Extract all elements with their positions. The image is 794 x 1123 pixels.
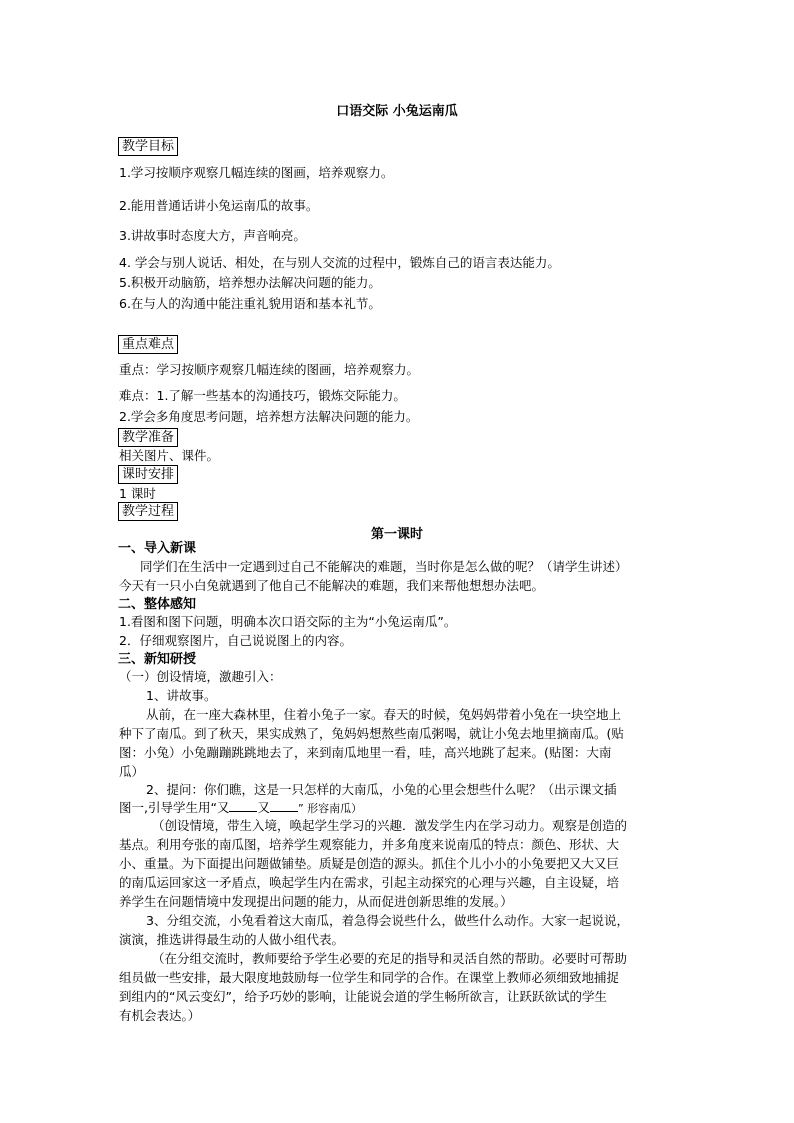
page-title: 口语交际 小兔运南瓜 <box>336 104 458 119</box>
section-label-process: 教学过程 <box>118 502 178 521</box>
paragraph-line: 2．仔细观察图片，自己说说图上的内容。 <box>119 633 352 648</box>
goal-item: 6.在与人的沟通中能注重礼貌用语和基本礼节。 <box>119 296 381 311</box>
design-note-line: 的南瓜运回家这一矛盾点，唤起学生内在需求，引起主动探究的心理与兴趣，自主设疑，培 <box>119 875 620 890</box>
goal-item: 5.积极开动脑筋，培养想办法解决问题的能力。 <box>119 275 381 290</box>
section-label-schedule: 课时安排 <box>118 465 178 484</box>
section-label-key-points: 重点难点 <box>118 335 178 354</box>
text-fragment: ” 形容南瓜） <box>297 802 363 815</box>
paragraph-line <box>119 800 362 817</box>
fill-blank <box>270 801 298 812</box>
design-note-line: （创设情境，带生入境，唤起学生学习的兴趣．激发学生内在学习动力。观察是创造的 <box>152 818 628 833</box>
fill-blank <box>229 801 257 812</box>
paragraph-line: 今天有一只小白兔就遇到了他自己不能解决的难题，我们来帮他想想办法吧。 <box>119 578 545 593</box>
paragraph-line: 1.看图和图下问题，明确本次口语交际的主为“小兔运南瓜”。 <box>119 614 457 629</box>
section-label-preparation: 教学准备 <box>118 428 178 447</box>
paragraph-line: 同学们在生活中一定遇到过自己不能解决的难题，当时你是怎么做的呢？（请学生讲述） <box>140 559 628 574</box>
story-line: 图：小兔）小兔蹦蹦跳跳地去了，来到南瓜地里一看，哇，高兴地跳了起来。(贴图：大南 <box>119 745 612 760</box>
group-note-line: （在分组交流时，教师要给予学生必要的充足的指导和灵活自然的帮助。必要时可帮助 <box>152 951 628 966</box>
design-note-line: 基点。利用夸张的南瓜图，培养学生观察能力，并多角度来说南瓜的特点：颜色、形状、大 <box>119 837 620 852</box>
text-fragment: 图一,引导学生用“又 <box>119 800 230 815</box>
paragraph-line: （一）创设情境，激趣引入： <box>119 669 282 684</box>
goal-item: 2.能用普通话讲小兔运南瓜的故事。 <box>119 198 319 213</box>
lesson-heading: 第一课时 <box>370 527 423 542</box>
key-point-line: 重点：学习按顺序观察几幅连续的图画，培养观察力。 <box>119 362 420 377</box>
paragraph-line: 1、讲故事。 <box>146 688 217 703</box>
story-line: 种下了南瓜。到了秋天，果实成熟了，兔妈妈想熬些南瓜粥喝，就让小兔去地里摘南瓜。(贴 <box>119 726 624 741</box>
group-note-line: 组员做一些安排，最大限度地鼓励每一位学生和同学的合作。在课堂上教师必须细致地捕捉 <box>119 970 620 985</box>
key-point-line: 2.学会多角度思考问题，培养想方法解决问题的能力。 <box>119 409 419 424</box>
design-note-line: 小、重量。为下面提出问题做铺垫。质疑是创造的源头。抓住个儿小小的小兔要把又大又巨 <box>119 856 620 871</box>
text-fragment: 又 <box>257 800 270 815</box>
story-line: 瓜） <box>119 764 145 779</box>
section-label-goals: 教学目标 <box>118 137 178 156</box>
key-point-line: 难点：1.了解一些基本的沟通技巧，锻炼交际能力。 <box>119 388 406 403</box>
preparation-text: 相关图片、课件。 <box>119 448 220 463</box>
part-heading: 一、导入新课 <box>118 541 197 556</box>
story-line: 从前，在一座大森林里，住着小兔子一家。春天的时候，兔妈妈带着小兔在一块空地上 <box>146 707 622 722</box>
paragraph-line: 3、分组交流，小兔看着这大南瓜，着急得会说些什么，做些什么动作。大家一起说说， <box>146 913 629 928</box>
paragraph-line: 演演，推选讲得最生动的人做小组代表。 <box>119 932 345 947</box>
group-note-line: 到组内的“风云变幻”，给予巧妙的影响，让能说会道的学生畅所欲言，让跃跃欲试的学生 <box>119 989 607 1004</box>
schedule-text: 1 课时 <box>119 486 156 501</box>
goal-item: 3.讲故事时态度大方，声音响亮。 <box>119 228 306 243</box>
part-heading: 三、新知研授 <box>118 652 197 667</box>
group-note-line: 有机会表达。） <box>119 1008 201 1023</box>
goal-item: 4. 学会与别人说话、相处，在与别人交流的过程中，锻炼自己的语言表达能力。 <box>119 255 560 270</box>
paragraph-line: 2、提问：你们瞧，这是一只怎样的大南瓜，小兔的心里会想些什么呢？（出示课文插 <box>146 782 617 797</box>
part-heading: 二、整体感知 <box>118 597 197 612</box>
goal-item: 1.学习按顺序观察几幅连续的图画，培养观察力。 <box>119 165 394 180</box>
design-note-line: 养学生在问题情境中发现提出问题的能力，从而促进创新思维的发展。） <box>119 894 513 909</box>
